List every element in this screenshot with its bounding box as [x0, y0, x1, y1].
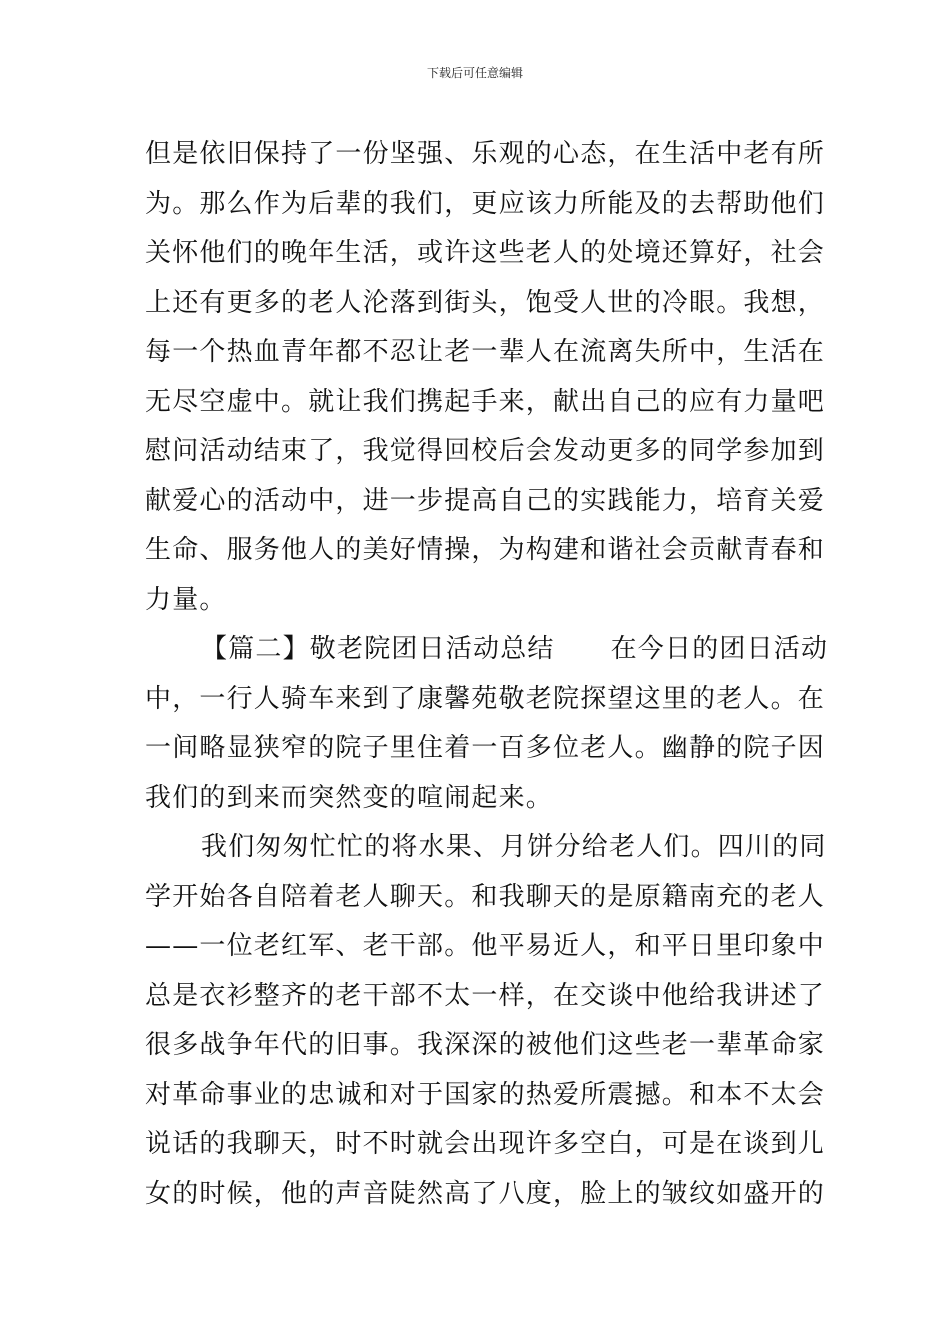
- page-header: 下载后可任意编辑: [426, 66, 523, 80]
- section-heading-line: [145, 625, 829, 675]
- text-line: 每一个热血青年都不忍让老一辈人在流离失所中，生活在: [145, 337, 826, 367]
- text-line: 我们匆匆忙忙的将水果、月饼分给老人们。四川的同: [201, 832, 827, 862]
- text-line: 无尽空虚中。就让我们携起手来，献出自己的应有力量吧: [145, 386, 826, 417]
- text-line: 力量。: [145, 584, 227, 615]
- text-line: 说话的我聊天，时不时就会出现许多空白，可是在谈到儿: [145, 1129, 826, 1159]
- text-line: 学开始各自陪着老人聊天。和我聊天的是原籍南充的老人: [145, 881, 826, 912]
- text-line: 生命、服务他人的美好情操，为构建和谐社会贡献青春和: [145, 535, 826, 565]
- text-line: 一间略显狭窄的院子里住着一百多位老人。幽静的院子因: [145, 733, 826, 763]
- text-line: 慰问活动结束了，我觉得回校后会发动更多的同学参加到: [145, 436, 826, 466]
- text-line: 献爱心的活动中，进一步提高自己的实践能力，培育关爱: [145, 485, 826, 516]
- section-opening-text: 在今日的团日活动: [610, 634, 829, 664]
- document-body: [145, 130, 829, 1219]
- text-line: 我们的到来而突然变的喧闹起来。: [145, 782, 554, 813]
- text-line: 上还有更多的老人沦落到街头，饱受人世的冷眼。我想，: [145, 287, 826, 318]
- text-line: 关怀他们的晚年生活，或许这些老人的处境还算好，社会: [145, 238, 826, 268]
- text-line: 女的时候，他的声音陡然高了八度，脸上的皱纹如盛开的: [145, 1178, 826, 1209]
- text-line: 对革命事业的忠诚和对于国家的热爱所震撼。和本不太会: [145, 1079, 826, 1110]
- text-line: 中，一行人骑车来到了康馨苑敬老院探望这里的老人。在: [145, 683, 826, 714]
- text-line: 很多战争年代的旧事。我深深的被他们这些老一辈革命家: [145, 1030, 826, 1060]
- text-line: 为。那么作为后辈的我们，更应该力所能及的去帮助他们: [145, 188, 826, 219]
- text-line: ——一位老红军、老干部。他平易近人，和平日里印象中: [145, 931, 826, 961]
- text-line: 总是衣衫整齐的老干部不太一样，在交谈中他给我讲述了: [145, 980, 826, 1011]
- text-line: 但是依旧保持了一份坚强、乐观的心态，在生活中老有所: [145, 139, 826, 169]
- section-heading: 【篇二】敬老院团日活动总结: [201, 634, 555, 664]
